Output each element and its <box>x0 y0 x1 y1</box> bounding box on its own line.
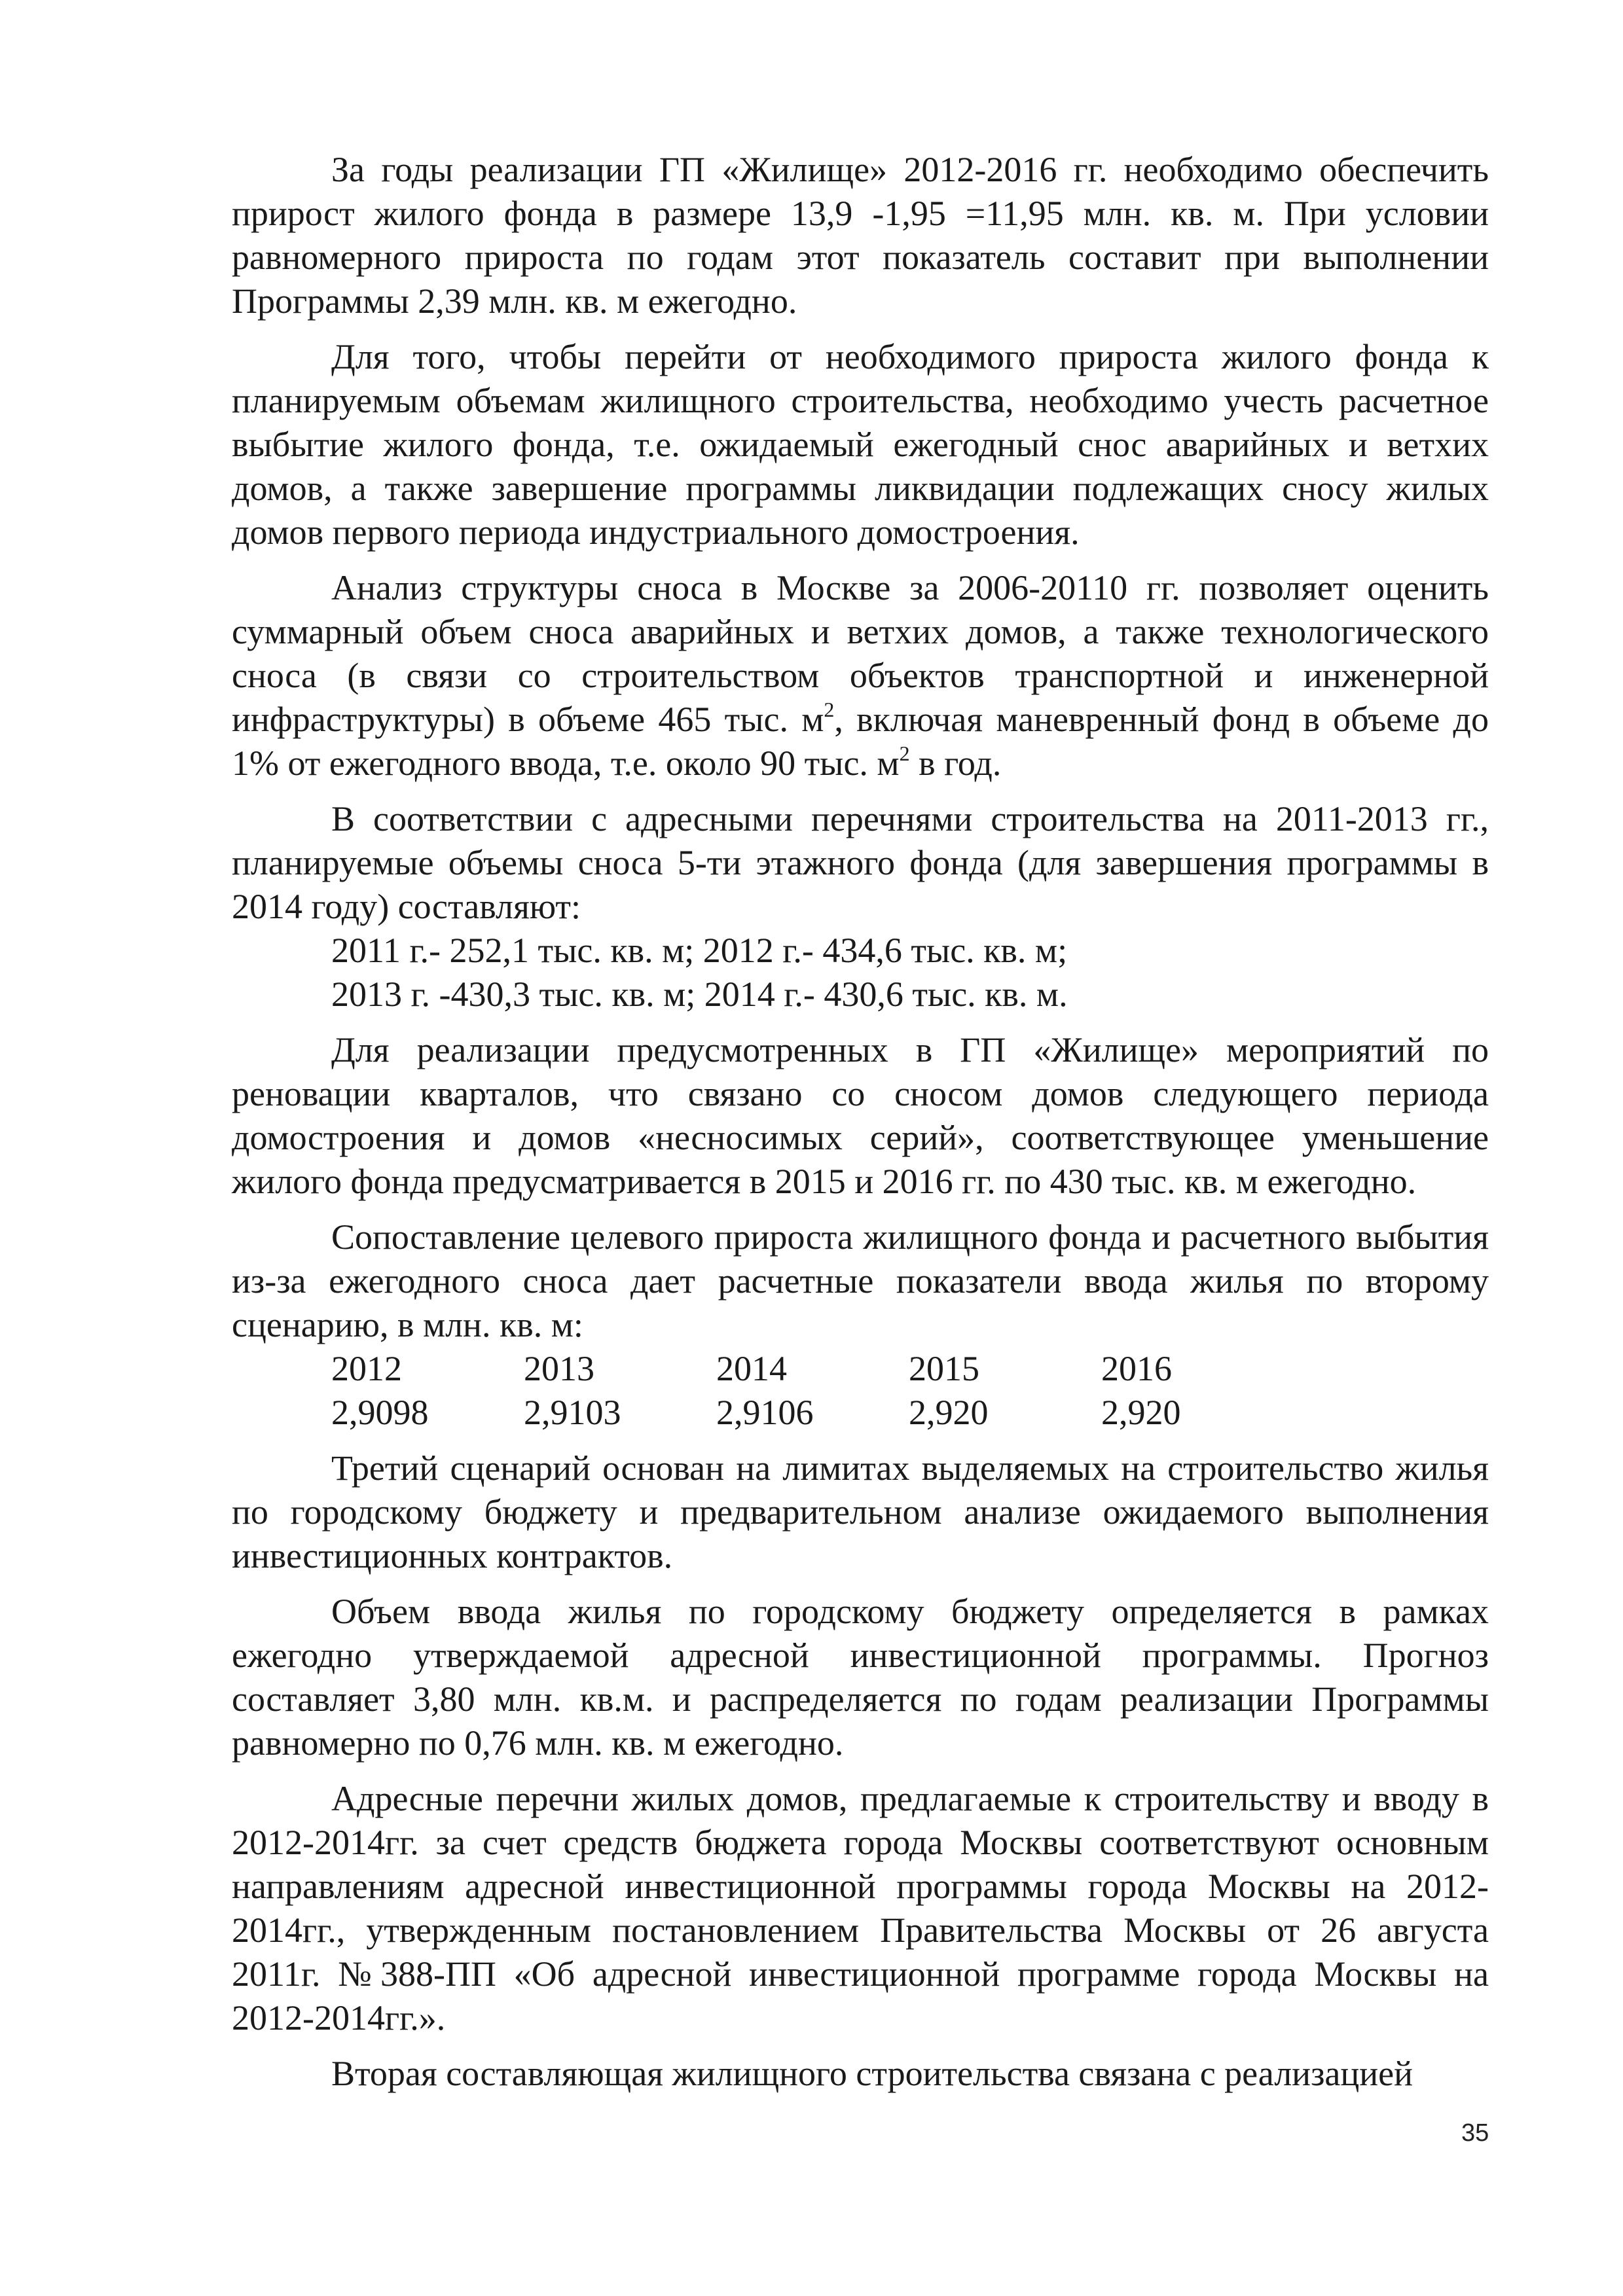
paragraph-address-program: Адресные перечни жилых домов, предлагаемые к строительству и вводу в 2012-2014гг. за счет средств бюджета города Москвы соответствуют основным направлениям адресной инвестиционной программы города Москвы на 2012-2014гг., утвержденным постановлением Правительства Москвы от 26 августа 2011г. №388-ПП «Об адресной инвестиционной программе города Москвы на 2012-2014гг.». <box>232 1779 1489 2037</box>
demolition-text-part-2: , включая маневренный фонд в объеме до 1% от ежегодного ввода, т.е. около 90 тыс. м <box>232 700 1489 783</box>
table-cell-value: 2,9106 <box>716 1393 814 1432</box>
paragraph-city-budget: Объем ввода жилья по городскому бюджету определяется в рамках ежегодно утверждаемой адресной инвестиционной программы. Прогноз составляет 3,80 млн. кв.м. и распределяется по годам реализации Программы равномерно по 0,76 млн. кв. м ежегодно. <box>232 1592 1489 1763</box>
paragraph-second-component: Вторая составляющая жилищного строительства связана с реализацией <box>331 2054 1413 2093</box>
demolition-text-part-1: Анализ структуры сноса в Москве за 2006-20110 гг. позволяет оценить суммарный объем сноса аварийных и ветхих домов, а также технологического сноса (в связи со строительством объектов транспортной и инженерной инфраструктуры) в объеме 465 тыс. м <box>232 568 1489 739</box>
paragraph-renovation: Для реализации предусмотренных в ГП «Жилище» мероприятий по реновации кварталов, что связано со сносом домов следующего периода домостроения и домов «несносимых серий», соответствующее уменьшение жилого фонда предусматривается в 2015 и 2016 гг. по 430 тыс. кв. м ежегодно. <box>232 1030 1489 1201</box>
table-row-years <box>331 1347 1294 1391</box>
table-cell-year: 2013 <box>524 1349 594 1388</box>
paragraph-housing-retirement: Для того, чтобы перейти от необходимого прироста жилого фонда к планируемым объемам жилищного строительства, необходимо учесть расчетное выбытие жилого фонда, т.е. ожидаемый ежегодный снос аварийных и ветхих домов, а также завершение программы ликвидации подлежащих сносу жилых домов первого периода индустриального домостроения. <box>232 337 1489 552</box>
document-body <box>232 148 1489 2108</box>
demolition-text-part-3: в год. <box>909 744 1002 783</box>
table-cell-value: 2,920 <box>909 1393 989 1432</box>
paragraph-address-lists: В соответствии с адресными перечнями строительства на 2011-2013 гг., планируемые объемы сноса 5-ти этажного фонда (для завершения программы в 2014 году) составляют: <box>232 799 1489 926</box>
table-cell-value: 2,920 <box>1101 1393 1181 1432</box>
superscript-square-2: 2 <box>899 742 910 765</box>
paragraph-third-scenario: Третий сценарий основан на лимитах выделяемых на строительство жилья по городскому бюджету и предварительном анализе ожидаемого выполнения инвестиционных контрактов. <box>232 1448 1489 1575</box>
demolition-volumes-line-2: 2013 г. -430,3 тыс. кв. м; 2014 г.- 430,6 тыс. кв. м. <box>331 975 1068 1014</box>
table-cell-value: 2,9103 <box>524 1393 621 1432</box>
table-row-values <box>331 1391 1294 1435</box>
table-cell-value: 2,9098 <box>331 1393 429 1432</box>
table-cell-year: 2014 <box>716 1349 787 1388</box>
demolition-volumes-line-1: 2011 г.- 252,1 тыс. кв. м; 2012 г.- 434,6 тыс. кв. м; <box>331 931 1068 970</box>
table-cell-year: 2016 <box>1101 1349 1172 1388</box>
table-cell-year: 2015 <box>909 1349 979 1388</box>
page-number: 35 <box>1461 2119 1489 2147</box>
table-cell-year: 2012 <box>331 1349 402 1388</box>
paragraph-program-growth: За годы реализации ГП «Жилище» 2012-2016 гг. необходимо обеспечить прирост жилого фонда в размере 13,9 -1,95 =11,95 млн. кв. м. При условии равномерного прироста по годам этот показатель составит при выполнении Программы 2,39 млн. кв. м ежегодно. <box>232 150 1489 321</box>
paragraph-demolition-analysis <box>232 566 1489 785</box>
second-scenario-table <box>331 1347 1294 1435</box>
superscript-square-1: 2 <box>824 698 835 721</box>
paragraph-second-scenario: Сопоставление целевого прироста жилищного фонда и расчетного выбытия из-за ежегодного сноса дает расчетные показатели ввода жилья по второму сценарию, в млн. кв. м: <box>232 1217 1489 1344</box>
